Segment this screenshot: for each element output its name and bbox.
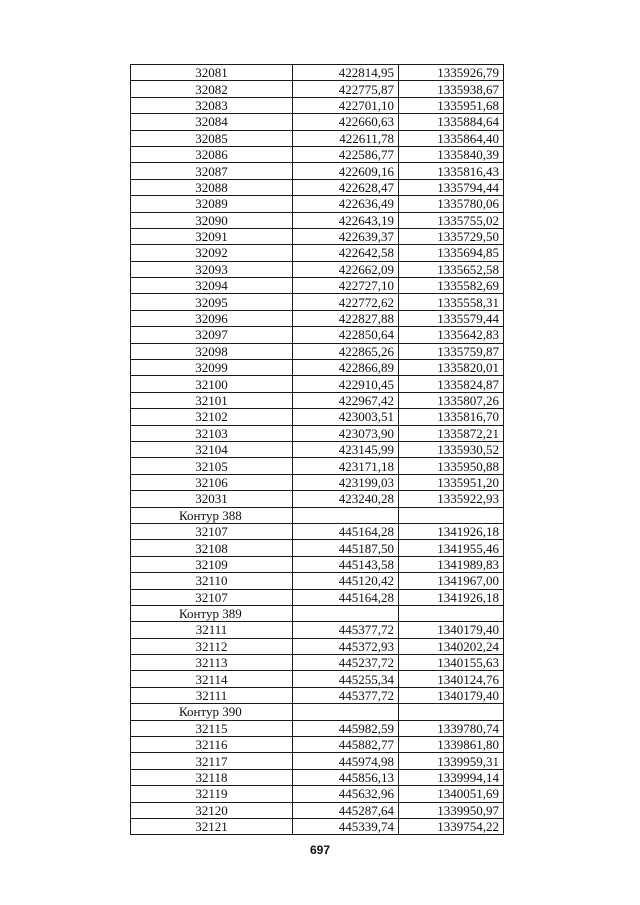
y-coordinate-cell: 1335780,06 (399, 196, 504, 212)
x-coordinate-cell: 422586,77 (293, 146, 399, 162)
point-number-cell: 32089 (131, 196, 293, 212)
y-coordinate-cell: 1335872,21 (399, 425, 504, 441)
y-coordinate-cell: 1341967,00 (399, 573, 504, 589)
y-coordinate-cell: 1335820,01 (399, 360, 504, 376)
point-number-cell: 32106 (131, 474, 293, 490)
point-number-cell: 32087 (131, 163, 293, 179)
x-coordinate-cell: 423240,28 (293, 491, 399, 507)
y-coordinate-cell: 1335926,79 (399, 65, 504, 81)
x-coordinate-cell: 445143,58 (293, 556, 399, 572)
y-coordinate-cell: 1339780,74 (399, 720, 504, 736)
table-row (131, 146, 504, 162)
point-number-cell: 32111 (131, 622, 293, 638)
table-row (131, 310, 504, 326)
point-number-cell: 32103 (131, 425, 293, 441)
table-row (131, 245, 504, 261)
point-number-cell: 32081 (131, 65, 293, 81)
table-row (131, 491, 504, 507)
point-number-cell: 32083 (131, 97, 293, 113)
table-row (131, 261, 504, 277)
x-coordinate-cell: 445377,72 (293, 687, 399, 703)
y-coordinate-cell: 1335759,87 (399, 343, 504, 359)
y-coordinate-cell: 1341926,18 (399, 589, 504, 605)
y-coordinate-cell: 1335951,68 (399, 97, 504, 113)
x-coordinate-cell: 445982,59 (293, 720, 399, 736)
y-coordinate-cell: 1339861,80 (399, 737, 504, 753)
x-coordinate-cell: 423171,18 (293, 458, 399, 474)
point-number-cell: 32031 (131, 491, 293, 507)
point-number-cell: 32109 (131, 556, 293, 572)
contour-empty-y (399, 704, 504, 720)
y-coordinate-cell: 1341926,18 (399, 523, 504, 539)
point-number-cell: 32118 (131, 769, 293, 785)
contour-empty-x (293, 605, 399, 621)
x-coordinate-cell: 422814,95 (293, 65, 399, 81)
point-number-cell: 32120 (131, 802, 293, 818)
table-row (131, 376, 504, 392)
y-coordinate-cell: 1335950,88 (399, 458, 504, 474)
x-coordinate-cell: 422643,19 (293, 212, 399, 228)
x-coordinate-cell: 422775,87 (293, 81, 399, 97)
y-coordinate-cell: 1335922,93 (399, 491, 504, 507)
y-coordinate-cell: 1335755,02 (399, 212, 504, 228)
y-coordinate-cell: 1339994,14 (399, 769, 504, 785)
table-row (131, 687, 504, 703)
point-number-cell: 32121 (131, 818, 293, 834)
table-row (131, 278, 504, 294)
table-row (131, 622, 504, 638)
y-coordinate-cell: 1335951,20 (399, 474, 504, 490)
contour-empty-y (399, 605, 504, 621)
x-coordinate-cell: 422662,09 (293, 261, 399, 277)
contour-header-row (131, 605, 504, 621)
x-coordinate-cell: 445287,64 (293, 802, 399, 818)
x-coordinate-cell: 445164,28 (293, 523, 399, 539)
y-coordinate-cell: 1335794,44 (399, 179, 504, 195)
x-coordinate-cell: 445377,72 (293, 622, 399, 638)
point-number-cell: 32090 (131, 212, 293, 228)
x-coordinate-cell: 445237,72 (293, 655, 399, 671)
table-row (131, 753, 504, 769)
contour-label: Контур 390 (131, 704, 293, 720)
y-coordinate-cell: 1335729,50 (399, 228, 504, 244)
y-coordinate-cell: 1335930,52 (399, 441, 504, 457)
table-row (131, 786, 504, 802)
contour-header-row (131, 704, 504, 720)
x-coordinate-cell: 422636,49 (293, 196, 399, 212)
point-number-cell: 32092 (131, 245, 293, 261)
x-coordinate-cell: 422850,64 (293, 327, 399, 343)
table-row (131, 458, 504, 474)
page-number: 697 (309, 843, 331, 857)
point-number-cell: 32091 (131, 228, 293, 244)
y-coordinate-cell: 1340124,76 (399, 671, 504, 687)
table-row (131, 720, 504, 736)
y-coordinate-cell: 1335884,64 (399, 114, 504, 130)
table-row (131, 573, 504, 589)
x-coordinate-cell: 422772,62 (293, 294, 399, 310)
y-coordinate-cell: 1340202,24 (399, 638, 504, 654)
point-number-cell: 32101 (131, 392, 293, 408)
table-row (131, 425, 504, 441)
y-coordinate-cell: 1335816,43 (399, 163, 504, 179)
x-coordinate-cell: 422967,42 (293, 392, 399, 408)
point-number-cell: 32112 (131, 638, 293, 654)
table-row (131, 81, 504, 97)
x-coordinate-cell: 422609,16 (293, 163, 399, 179)
table-row (131, 130, 504, 146)
x-coordinate-cell: 445255,34 (293, 671, 399, 687)
y-coordinate-cell: 1335840,39 (399, 146, 504, 162)
y-coordinate-cell: 1341989,83 (399, 556, 504, 572)
point-number-cell: 32102 (131, 409, 293, 425)
x-coordinate-cell: 422628,47 (293, 179, 399, 195)
table-row (131, 589, 504, 605)
table-row (131, 556, 504, 572)
contour-empty-x (293, 507, 399, 523)
y-coordinate-cell: 1340179,40 (399, 622, 504, 638)
x-coordinate-cell: 445632,96 (293, 786, 399, 802)
point-number-cell: 32108 (131, 540, 293, 556)
table-row (131, 474, 504, 490)
table-row (131, 802, 504, 818)
x-coordinate-cell: 445856,13 (293, 769, 399, 785)
table-row (131, 327, 504, 343)
x-coordinate-cell: 422827,88 (293, 310, 399, 326)
point-number-cell: 32100 (131, 376, 293, 392)
point-number-cell: 32094 (131, 278, 293, 294)
point-number-cell: 32095 (131, 294, 293, 310)
point-number-cell: 32116 (131, 737, 293, 753)
point-number-cell: 32097 (131, 327, 293, 343)
x-coordinate-cell: 422910,45 (293, 376, 399, 392)
point-number-cell: 32113 (131, 655, 293, 671)
table-row (131, 114, 504, 130)
table-row (131, 196, 504, 212)
table-row (131, 392, 504, 408)
y-coordinate-cell: 1340051,69 (399, 786, 504, 802)
point-number-cell: 32084 (131, 114, 293, 130)
table-row (131, 360, 504, 376)
x-coordinate-cell: 422611,78 (293, 130, 399, 146)
y-coordinate-cell: 1335558,31 (399, 294, 504, 310)
x-coordinate-cell: 423145,99 (293, 441, 399, 457)
y-coordinate-cell: 1339950,97 (399, 802, 504, 818)
coordinates-table (130, 64, 504, 835)
x-coordinate-cell: 445164,28 (293, 589, 399, 605)
x-coordinate-cell: 422639,37 (293, 228, 399, 244)
x-coordinate-cell: 445120,42 (293, 573, 399, 589)
coordinates-table-body (131, 65, 504, 835)
y-coordinate-cell: 1335652,58 (399, 261, 504, 277)
point-number-cell: 32096 (131, 310, 293, 326)
x-coordinate-cell: 445974,98 (293, 753, 399, 769)
contour-label: Контур 389 (131, 605, 293, 621)
point-number-cell: 32119 (131, 786, 293, 802)
table-row (131, 65, 504, 81)
table-row (131, 212, 504, 228)
table-row (131, 540, 504, 556)
x-coordinate-cell: 422701,10 (293, 97, 399, 113)
table-row (131, 818, 504, 834)
y-coordinate-cell: 1340179,40 (399, 687, 504, 703)
x-coordinate-cell: 422866,89 (293, 360, 399, 376)
table-row (131, 228, 504, 244)
table-row (131, 97, 504, 113)
y-coordinate-cell: 1335642,83 (399, 327, 504, 343)
point-number-cell: 32082 (131, 81, 293, 97)
table-row (131, 343, 504, 359)
point-number-cell: 32107 (131, 589, 293, 605)
point-number-cell: 32114 (131, 671, 293, 687)
y-coordinate-cell: 1335824,87 (399, 376, 504, 392)
point-number-cell: 32107 (131, 523, 293, 539)
x-coordinate-cell: 422865,26 (293, 343, 399, 359)
table-row (131, 441, 504, 457)
point-number-cell: 32117 (131, 753, 293, 769)
point-number-cell: 32086 (131, 146, 293, 162)
y-coordinate-cell: 1339959,31 (399, 753, 504, 769)
point-number-cell: 32105 (131, 458, 293, 474)
table-row (131, 163, 504, 179)
table-row (131, 638, 504, 654)
point-number-cell: 32093 (131, 261, 293, 277)
contour-label: Контур 388 (131, 507, 293, 523)
contour-header-row (131, 507, 504, 523)
x-coordinate-cell: 422642,58 (293, 245, 399, 261)
point-number-cell: 32099 (131, 360, 293, 376)
table-row (131, 409, 504, 425)
contour-empty-y (399, 507, 504, 523)
y-coordinate-cell: 1339754,22 (399, 818, 504, 834)
x-coordinate-cell: 445372,93 (293, 638, 399, 654)
point-number-cell: 32085 (131, 130, 293, 146)
table-row (131, 671, 504, 687)
x-coordinate-cell: 423003,51 (293, 409, 399, 425)
table-row (131, 294, 504, 310)
y-coordinate-cell: 1335694,85 (399, 245, 504, 261)
point-number-cell: 32088 (131, 179, 293, 195)
y-coordinate-cell: 1340155,63 (399, 655, 504, 671)
point-number-cell: 32104 (131, 441, 293, 457)
point-number-cell: 32098 (131, 343, 293, 359)
y-coordinate-cell: 1335864,40 (399, 130, 504, 146)
x-coordinate-cell: 445187,50 (293, 540, 399, 556)
table-row (131, 769, 504, 785)
point-number-cell: 32111 (131, 687, 293, 703)
x-coordinate-cell: 423199,03 (293, 474, 399, 490)
x-coordinate-cell: 423073,90 (293, 425, 399, 441)
x-coordinate-cell: 422727,10 (293, 278, 399, 294)
y-coordinate-cell: 1341955,46 (399, 540, 504, 556)
x-coordinate-cell: 445339,74 (293, 818, 399, 834)
point-number-cell: 32115 (131, 720, 293, 736)
table-row (131, 737, 504, 753)
table-row (131, 179, 504, 195)
table-row (131, 523, 504, 539)
y-coordinate-cell: 1335816,70 (399, 409, 504, 425)
y-coordinate-cell: 1335582,69 (399, 278, 504, 294)
y-coordinate-cell: 1335579,44 (399, 310, 504, 326)
x-coordinate-cell: 445882,77 (293, 737, 399, 753)
table-row (131, 655, 504, 671)
contour-empty-x (293, 704, 399, 720)
x-coordinate-cell: 422660,63 (293, 114, 399, 130)
y-coordinate-cell: 1335807,26 (399, 392, 504, 408)
y-coordinate-cell: 1335938,67 (399, 81, 504, 97)
point-number-cell: 32110 (131, 573, 293, 589)
